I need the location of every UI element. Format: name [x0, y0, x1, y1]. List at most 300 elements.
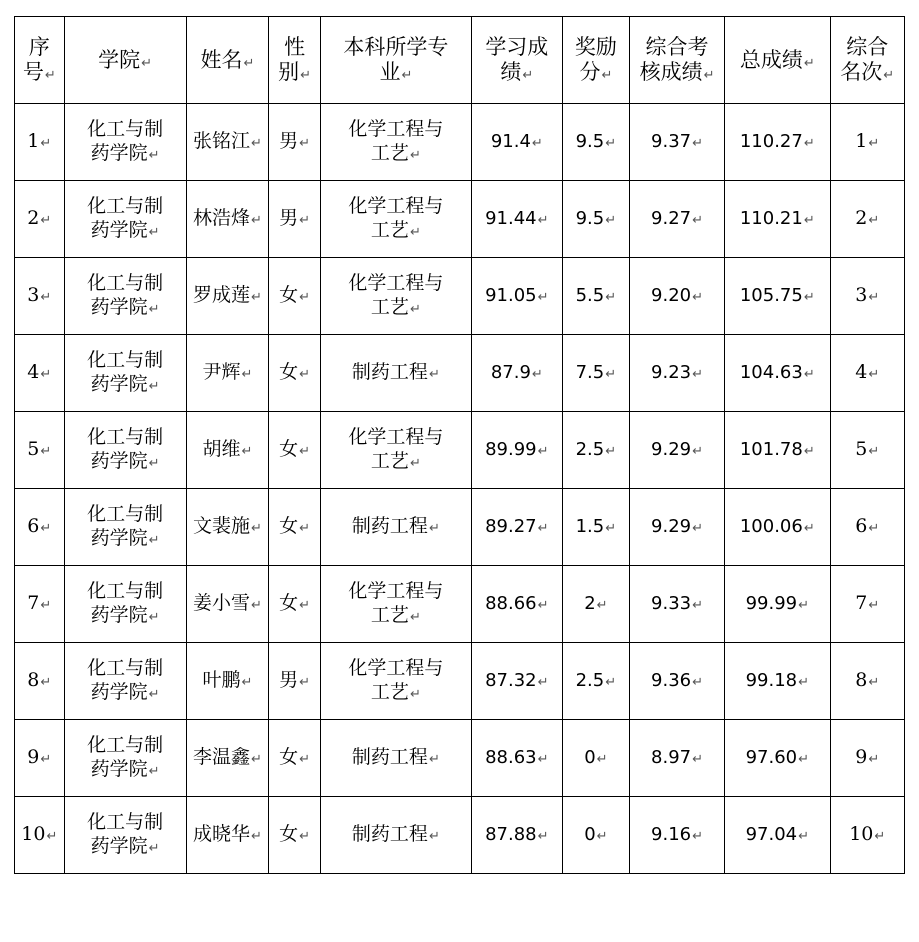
- value-college-line2: 药学院: [90, 604, 148, 626]
- return-mark-icon: ↵: [148, 456, 160, 471]
- value-total: 105.75: [739, 284, 803, 306]
- cell-college: [64, 104, 186, 181]
- value-study: 88.66: [485, 592, 537, 614]
- header-cell-index: [15, 17, 65, 104]
- cell-index: [15, 720, 65, 797]
- return-mark-icon: ↵: [798, 674, 809, 690]
- value-gender: 女: [279, 746, 299, 769]
- return-mark-icon: ↵: [537, 289, 549, 305]
- value-major-line2: 工艺: [370, 142, 409, 164]
- return-mark-icon: ↵: [868, 367, 880, 383]
- value-study: 91.05: [485, 284, 537, 306]
- cell-gender: [269, 797, 321, 874]
- value-college-line2: 药学院: [90, 450, 148, 472]
- header-gender-line1: 性: [284, 35, 306, 60]
- header-major-line1: 本科所学专: [343, 35, 449, 60]
- return-mark-icon: ↵: [537, 520, 549, 536]
- cell-major: [320, 643, 471, 720]
- value-review: 9.37: [651, 130, 692, 152]
- return-mark-icon: ↵: [522, 68, 534, 83]
- value-college-line2: 药学院: [90, 219, 148, 241]
- header-bonus-line1: 奖励: [574, 35, 617, 60]
- return-mark-icon: ↵: [868, 675, 880, 691]
- cell-gender: [269, 181, 321, 258]
- value-review: 9.16: [651, 823, 692, 845]
- cell-college: [64, 489, 186, 566]
- value-rank: 1: [855, 130, 868, 153]
- return-mark-icon: ↵: [409, 610, 421, 625]
- value-review: 9.27: [651, 207, 692, 229]
- cell-bonus: [562, 335, 629, 412]
- cell-bonus: [562, 720, 629, 797]
- value-name: 成晓华: [192, 823, 250, 846]
- cell-college: [64, 797, 186, 874]
- value-bonus: 2: [584, 592, 596, 614]
- return-mark-icon: ↵: [40, 136, 52, 152]
- value-name: 罗成莲: [192, 284, 250, 307]
- return-mark-icon: ↵: [605, 366, 617, 382]
- return-mark-icon: ↵: [148, 610, 160, 625]
- return-mark-icon: ↵: [148, 302, 160, 317]
- return-mark-icon: ↵: [141, 55, 153, 71]
- table-row: [15, 104, 905, 181]
- return-mark-icon: ↵: [428, 367, 440, 383]
- return-mark-icon: ↵: [868, 752, 880, 768]
- value-rank: 4: [855, 361, 868, 384]
- value-total: 97.60: [745, 746, 798, 768]
- cell-gender: [269, 720, 321, 797]
- value-bonus: 2.5: [575, 438, 605, 460]
- value-college-line1: 化工与制: [87, 349, 164, 372]
- value-rank: 7: [855, 592, 868, 615]
- cell-total-score: [725, 412, 830, 489]
- table-row: [15, 258, 905, 335]
- value-name: 林浩烽: [192, 207, 250, 230]
- value-index: 7: [27, 592, 40, 615]
- value-college-line2: 药学院: [90, 373, 148, 395]
- return-mark-icon: ↵: [250, 290, 262, 306]
- return-mark-icon: ↵: [241, 675, 253, 691]
- value-major-line1: 化学工程与: [348, 426, 444, 449]
- cell-college: [64, 181, 186, 258]
- return-mark-icon: ↵: [703, 68, 715, 83]
- value-college-line1: 化工与制: [87, 503, 164, 526]
- value-total: 110.27: [739, 130, 803, 152]
- return-mark-icon: ↵: [692, 520, 704, 536]
- cell-gender: [269, 412, 321, 489]
- value-college-line2: 药学院: [90, 142, 148, 164]
- value-college-line2: 药学院: [90, 835, 148, 857]
- return-mark-icon: ↵: [428, 521, 440, 537]
- return-mark-icon: ↵: [250, 598, 262, 614]
- return-mark-icon: ↵: [250, 829, 262, 845]
- return-mark-icon: ↵: [868, 136, 880, 152]
- value-total: 97.04: [745, 823, 798, 845]
- header-rank-line1: 综合: [846, 35, 889, 60]
- cell-total-score: [725, 566, 830, 643]
- cell-rank: [830, 489, 905, 566]
- cell-rank: [830, 104, 905, 181]
- cell-rank: [830, 258, 905, 335]
- cell-gender: [269, 566, 321, 643]
- value-name: 张铭江: [192, 130, 250, 153]
- value-total: 104.63: [739, 361, 803, 383]
- cell-name: [186, 104, 269, 181]
- return-mark-icon: ↵: [537, 828, 549, 844]
- header-rank-line2: 名次: [840, 60, 883, 84]
- cell-college: [64, 566, 186, 643]
- value-major-line2: 工艺: [370, 450, 409, 472]
- return-mark-icon: ↵: [250, 213, 262, 229]
- return-mark-icon: ↵: [300, 68, 312, 83]
- value-review: 9.36: [651, 669, 692, 691]
- value-college-line1: 化工与制: [87, 734, 164, 757]
- value-study: 88.63: [485, 746, 537, 768]
- value-review: 9.23: [651, 361, 692, 383]
- return-mark-icon: ↵: [605, 289, 617, 305]
- return-mark-icon: ↵: [798, 751, 809, 767]
- cell-major: [320, 104, 471, 181]
- value-study: 87.32: [485, 669, 537, 691]
- return-mark-icon: ↵: [243, 55, 255, 71]
- value-major-line1: 化学工程与: [348, 195, 444, 218]
- cell-review-score: [629, 335, 724, 412]
- value-gender: 女: [279, 823, 299, 846]
- return-mark-icon: ↵: [40, 521, 52, 537]
- header-review-line1: 综合考: [645, 35, 709, 60]
- header-gender-line2: 别: [278, 60, 300, 84]
- value-index: 3: [27, 284, 40, 307]
- header-row: [15, 17, 905, 104]
- value-review: 9.20: [651, 284, 692, 306]
- table-row: [15, 797, 905, 874]
- return-mark-icon: ↵: [596, 597, 608, 613]
- return-mark-icon: ↵: [299, 136, 311, 152]
- return-mark-icon: ↵: [692, 443, 704, 459]
- return-mark-icon: ↵: [868, 598, 880, 614]
- value-major-line2: 工艺: [370, 296, 409, 318]
- return-mark-icon: ↵: [409, 225, 421, 240]
- header-bonus-line2: 分: [579, 60, 601, 84]
- cell-study-score: [471, 104, 562, 181]
- value-college-line1: 化工与制: [87, 426, 164, 449]
- return-mark-icon: ↵: [40, 444, 52, 460]
- return-mark-icon: ↵: [148, 225, 160, 240]
- return-mark-icon: ↵: [44, 68, 56, 83]
- table-row: [15, 181, 905, 258]
- cell-college: [64, 258, 186, 335]
- return-mark-icon: ↵: [40, 213, 52, 229]
- return-mark-icon: ↵: [692, 212, 704, 228]
- cell-study-score: [471, 797, 562, 874]
- return-mark-icon: ↵: [692, 289, 704, 305]
- return-mark-icon: ↵: [803, 55, 815, 71]
- value-gender: 男: [279, 669, 299, 692]
- cell-name: [186, 412, 269, 489]
- cell-index: [15, 258, 65, 335]
- cell-college: [64, 720, 186, 797]
- cell-bonus: [562, 104, 629, 181]
- cell-total-score: [725, 489, 830, 566]
- value-study: 87.88: [485, 823, 537, 845]
- return-mark-icon: ↵: [803, 289, 815, 305]
- cell-study-score: [471, 643, 562, 720]
- cell-index: [15, 104, 65, 181]
- value-major-line1: 制药工程: [351, 515, 428, 538]
- value-rank: 10: [849, 823, 874, 846]
- cell-study-score: [471, 335, 562, 412]
- cell-name: [186, 720, 269, 797]
- cell-index: [15, 643, 65, 720]
- value-name: 胡维: [202, 438, 241, 461]
- header-name-label: 姓名: [200, 47, 243, 72]
- value-index: 5: [27, 438, 40, 461]
- return-mark-icon: ↵: [409, 687, 421, 702]
- return-mark-icon: ↵: [299, 598, 311, 614]
- header-review-line2: 核成绩: [639, 60, 703, 84]
- value-major-line1: 制药工程: [351, 823, 428, 846]
- header-college-label: 学院: [98, 47, 141, 72]
- value-college-line1: 化工与制: [87, 118, 164, 141]
- return-mark-icon: ↵: [692, 135, 704, 151]
- value-major-line2: 工艺: [370, 604, 409, 626]
- return-mark-icon: ↵: [40, 675, 52, 691]
- value-index: 4: [27, 361, 40, 384]
- return-mark-icon: ↵: [605, 212, 617, 228]
- value-review: 9.29: [651, 515, 692, 537]
- value-college-line1: 化工与制: [87, 811, 164, 834]
- cell-total-score: [725, 104, 830, 181]
- value-major-line1: 化学工程与: [348, 272, 444, 295]
- value-major-line1: 化学工程与: [348, 657, 444, 680]
- cell-bonus: [562, 258, 629, 335]
- return-mark-icon: ↵: [250, 752, 262, 768]
- value-gender: 女: [279, 438, 299, 461]
- header-index-line2: 号: [22, 60, 44, 84]
- return-mark-icon: ↵: [531, 135, 543, 151]
- table-body: [15, 104, 905, 874]
- cell-index: [15, 797, 65, 874]
- return-mark-icon: ↵: [605, 674, 617, 690]
- value-college-line1: 化工与制: [87, 580, 164, 603]
- cell-major: [320, 566, 471, 643]
- return-mark-icon: ↵: [299, 213, 311, 229]
- table-row: [15, 412, 905, 489]
- return-mark-icon: ↵: [537, 212, 549, 228]
- return-mark-icon: ↵: [692, 366, 704, 382]
- return-mark-icon: ↵: [692, 828, 704, 844]
- value-total: 99.99: [745, 592, 798, 614]
- header-total-label: 总成绩: [739, 47, 803, 72]
- value-index: 8: [27, 669, 40, 692]
- grade-table: [14, 16, 905, 874]
- table-row: [15, 566, 905, 643]
- return-mark-icon: ↵: [40, 752, 52, 768]
- header-cell-college: [64, 17, 186, 104]
- return-mark-icon: ↵: [299, 521, 311, 537]
- cell-rank: [830, 335, 905, 412]
- value-index: 1: [27, 130, 40, 153]
- return-mark-icon: ↵: [40, 598, 52, 614]
- cell-rank: [830, 720, 905, 797]
- cell-total-score: [725, 720, 830, 797]
- cell-review-score: [629, 720, 724, 797]
- cell-total-score: [725, 181, 830, 258]
- value-index: 10: [21, 823, 46, 846]
- table-row: [15, 335, 905, 412]
- header-index-line1: 序: [28, 35, 50, 60]
- table-header: [15, 17, 905, 104]
- return-mark-icon: ↵: [148, 533, 160, 548]
- return-mark-icon: ↵: [868, 213, 880, 229]
- return-mark-icon: ↵: [401, 68, 413, 83]
- value-gender: 男: [279, 207, 299, 230]
- cell-total-score: [725, 258, 830, 335]
- value-major-line1: 制药工程: [351, 361, 428, 384]
- return-mark-icon: ↵: [299, 829, 311, 845]
- return-mark-icon: ↵: [692, 674, 704, 690]
- cell-name: [186, 335, 269, 412]
- return-mark-icon: ↵: [241, 367, 253, 383]
- cell-review-score: [629, 258, 724, 335]
- cell-bonus: [562, 643, 629, 720]
- return-mark-icon: ↵: [148, 148, 160, 163]
- return-mark-icon: ↵: [803, 212, 815, 228]
- table-row: [15, 720, 905, 797]
- cell-index: [15, 181, 65, 258]
- cell-major: [320, 412, 471, 489]
- header-study-line1: 学习成: [485, 35, 549, 60]
- value-total: 101.78: [739, 438, 803, 460]
- cell-review-score: [629, 797, 724, 874]
- return-mark-icon: ↵: [299, 675, 311, 691]
- return-mark-icon: ↵: [148, 764, 160, 779]
- cell-review-score: [629, 489, 724, 566]
- cell-major: [320, 181, 471, 258]
- return-mark-icon: ↵: [299, 752, 311, 768]
- value-gender: 女: [279, 592, 299, 615]
- cell-bonus: [562, 412, 629, 489]
- return-mark-icon: ↵: [803, 520, 815, 536]
- cell-study-score: [471, 720, 562, 797]
- value-name: 姜小雪: [192, 592, 250, 615]
- return-mark-icon: ↵: [798, 597, 809, 613]
- cell-rank: [830, 797, 905, 874]
- value-name: 文裴施: [192, 515, 250, 538]
- cell-index: [15, 566, 65, 643]
- return-mark-icon: ↵: [537, 674, 549, 690]
- return-mark-icon: ↵: [874, 829, 886, 845]
- return-mark-icon: ↵: [798, 828, 809, 844]
- value-bonus: 1.5: [575, 515, 605, 537]
- cell-rank: [830, 412, 905, 489]
- return-mark-icon: ↵: [868, 521, 880, 537]
- return-mark-icon: ↵: [428, 752, 440, 768]
- return-mark-icon: ↵: [868, 290, 880, 306]
- return-mark-icon: ↵: [409, 456, 421, 471]
- return-mark-icon: ↵: [605, 443, 617, 459]
- cell-major: [320, 720, 471, 797]
- return-mark-icon: ↵: [596, 828, 608, 844]
- return-mark-icon: ↵: [883, 68, 895, 83]
- value-study: 91.44: [485, 207, 537, 229]
- return-mark-icon: ↵: [148, 841, 160, 856]
- value-total: 99.18: [745, 669, 798, 691]
- cell-study-score: [471, 489, 562, 566]
- header-cell-major: [320, 17, 471, 104]
- return-mark-icon: ↵: [605, 135, 617, 151]
- return-mark-icon: ↵: [299, 367, 311, 383]
- cell-bonus: [562, 797, 629, 874]
- value-index: 2: [27, 207, 40, 230]
- return-mark-icon: ↵: [299, 290, 311, 306]
- cell-review-score: [629, 104, 724, 181]
- return-mark-icon: ↵: [409, 148, 421, 163]
- value-study: 89.27: [485, 515, 537, 537]
- cell-major: [320, 797, 471, 874]
- value-gender: 女: [279, 515, 299, 538]
- return-mark-icon: ↵: [250, 136, 262, 152]
- cell-index: [15, 335, 65, 412]
- return-mark-icon: ↵: [537, 443, 549, 459]
- cell-college: [64, 335, 186, 412]
- cell-study-score: [471, 258, 562, 335]
- cell-gender: [269, 643, 321, 720]
- return-mark-icon: ↵: [40, 290, 52, 306]
- value-study: 91.4: [490, 130, 531, 152]
- cell-index: [15, 412, 65, 489]
- return-mark-icon: ↵: [46, 829, 58, 845]
- header-cell-review-score: [629, 17, 724, 104]
- table-row: [15, 643, 905, 720]
- cell-study-score: [471, 566, 562, 643]
- cell-total-score: [725, 643, 830, 720]
- return-mark-icon: ↵: [428, 829, 440, 845]
- value-rank: 2: [855, 207, 868, 230]
- value-index: 6: [27, 515, 40, 538]
- value-bonus: 0: [584, 823, 596, 845]
- cell-study-score: [471, 412, 562, 489]
- return-mark-icon: ↵: [803, 135, 815, 151]
- value-rank: 6: [855, 515, 868, 538]
- header-cell-gender: [269, 17, 321, 104]
- cell-name: [186, 489, 269, 566]
- value-study: 87.9: [490, 361, 531, 383]
- return-mark-icon: ↵: [605, 520, 617, 536]
- value-college-line1: 化工与制: [87, 657, 164, 680]
- cell-name: [186, 258, 269, 335]
- cell-name: [186, 181, 269, 258]
- header-cell-name: [186, 17, 269, 104]
- value-college-line2: 药学院: [90, 527, 148, 549]
- value-bonus: 9.5: [575, 130, 605, 152]
- return-mark-icon: ↵: [241, 444, 253, 460]
- header-cell-bonus: [562, 17, 629, 104]
- cell-total-score: [725, 335, 830, 412]
- value-major-line1: 化学工程与: [348, 580, 444, 603]
- value-gender: 女: [279, 284, 299, 307]
- value-bonus: 7.5: [575, 361, 605, 383]
- header-cell-rank: [830, 17, 905, 104]
- value-bonus: 9.5: [575, 207, 605, 229]
- value-bonus: 5.5: [575, 284, 605, 306]
- value-bonus: 0: [584, 746, 596, 768]
- cell-gender: [269, 258, 321, 335]
- value-major-line1: 制药工程: [351, 746, 428, 769]
- return-mark-icon: ↵: [596, 751, 608, 767]
- value-index: 9: [27, 746, 40, 769]
- cell-rank: [830, 181, 905, 258]
